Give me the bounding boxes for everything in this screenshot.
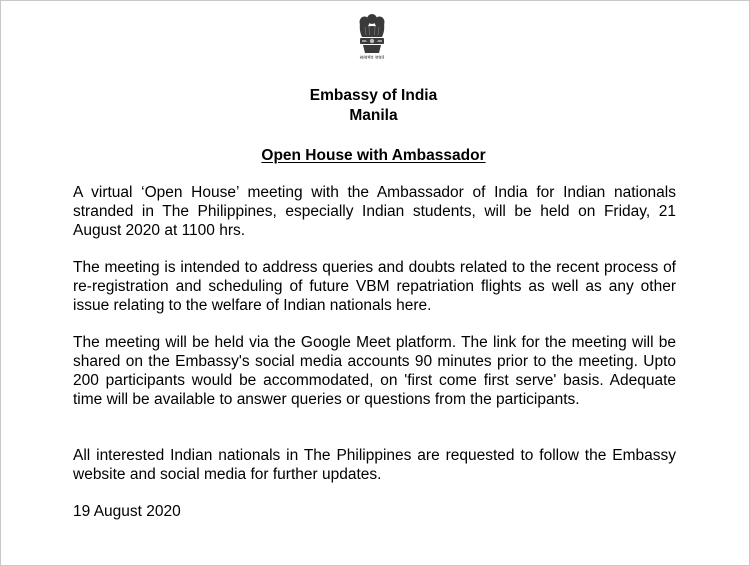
paragraph-meeting-announcement: A virtual ‘Open House’ meeting with the Ambassador of India for Indian nationals stranded in The Philippines, especially Indian students, will be held on Friday, 21 August 2020 at 1100 hrs. xyxy=(73,184,676,239)
paragraph-follow-updates: All interested Indian nationals in The Philippines are requested to follow the Embassy website and social media for further updates. xyxy=(73,447,676,483)
organization-name: Embassy of India xyxy=(309,87,438,104)
emblem-motto: सत्यमेव जयते xyxy=(359,55,385,61)
paragraph-meeting-platform: The meeting will be held via the Google Meet platform. The link for the meeting will be shared on the Embassy's social media accounts 90 minutes prior to the meeting. Upto 200 participants would be accommodated, on 'first come first serve' basis. Adequate time will be available to answer queries or questions from the participants. xyxy=(73,334,676,408)
paragraph-meeting-purpose: The meeting is intended to address queries and doubts related to the recent process of re-registration and scheduling of future VBM repatriation flights as well as any other issue relating to the welfare of Indian nationals here. xyxy=(73,259,676,314)
notice-title: Open House with Ambassador xyxy=(261,147,486,164)
notice-date: 19 August 2020 xyxy=(73,503,181,520)
city-name: Manila xyxy=(349,107,398,124)
